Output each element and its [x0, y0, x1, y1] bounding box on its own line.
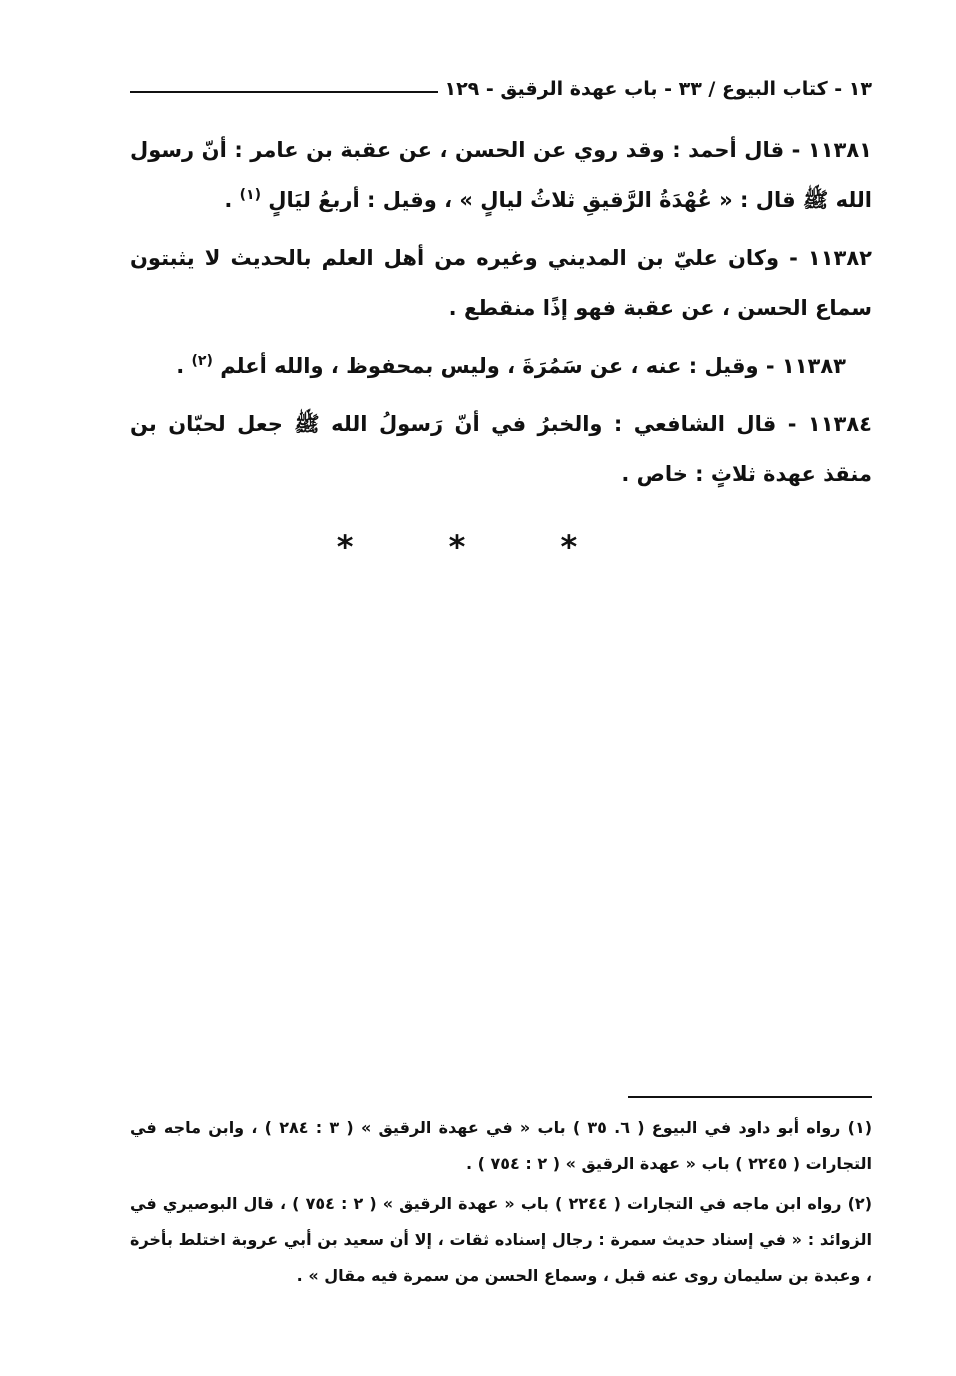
paragraph-text: ١١٣٨٣ - وقيل : عنه ، عن سَمُرَةَ ، وليس بمحفوظ ، والله أعلم	[220, 354, 846, 378]
footnote-2: (٢) رواه ابن ماجه في التجارات ( ٢٢٤٤ ) باب « عهدة الرقيق » ( ٢ : ٧٥٤ ) ، قال البوصيري في الزوائد : « في إسناد حديث سمرة : رجال إسناده ثقات ، إلا أن سعيد بن أبي عروبة اختلط بأخرة ، وعبدة بن سليمان روى عنه قبل ، وسماع الحسن من سمرة فيه مقال » .	[130, 1194, 872, 1285]
footnote-ref: (١)	[239, 187, 261, 203]
paragraph-text: ١١٣٨٢ - وكان عليّ بن المديني وغيره من أهل العلم بالحديث لا يثبتون سماع الحسن ، عن عقبة فهو إذًا منقطع .	[130, 246, 872, 320]
header-rule	[130, 91, 438, 93]
footnote-rule	[628, 1096, 872, 1098]
paragraph-text: ١١٣٨٤ - قال الشافعي : والخبرُ في أنّ رَسولُ الله ﷺ جعل لحبّان بن منقذ عهدة ثلاثٍ : خاص .	[130, 412, 872, 486]
header-title: ١٣ - كتاب البيوع / ٣٣ - باب عهدة الرقيق - ١٢٩	[444, 78, 872, 100]
main-text	[130, 125, 872, 507]
running-header	[130, 72, 872, 106]
paragraph-11381	[130, 125, 872, 225]
paragraph-11383	[130, 341, 872, 391]
footnote-1: (١) رواه أبو داود في البيوع ( ٦. ٣٥ ) باب « في عهدة الرقيق » ( ٣ : ٢٨٤ ) ، وابن ماجه في التجارات ( ٢٢٤٥ ) باب « عهدة الرقيق » ( ٢ : ٧٥٤ ) .	[130, 1118, 873, 1173]
paragraph-11384	[130, 399, 872, 499]
paragraph-end: .	[176, 354, 192, 378]
paragraph-11382	[130, 233, 872, 333]
paragraph-end: .	[224, 188, 240, 212]
footnotes	[130, 1110, 872, 1298]
section-separator: * * *	[336, 528, 620, 566]
paragraph-text: ١١٣٨١ - قال أحمد : وقد روي عن الحسن ، عن عقبة بن عامر : أنّ رسول الله ﷺ قال : « عُهْدَةُ الرَّقيقِ ثلاثُ ليالٍ » ، وقيل : أربعُ ليَالٍ	[130, 138, 872, 212]
footnote-ref: (٢)	[191, 353, 213, 369]
